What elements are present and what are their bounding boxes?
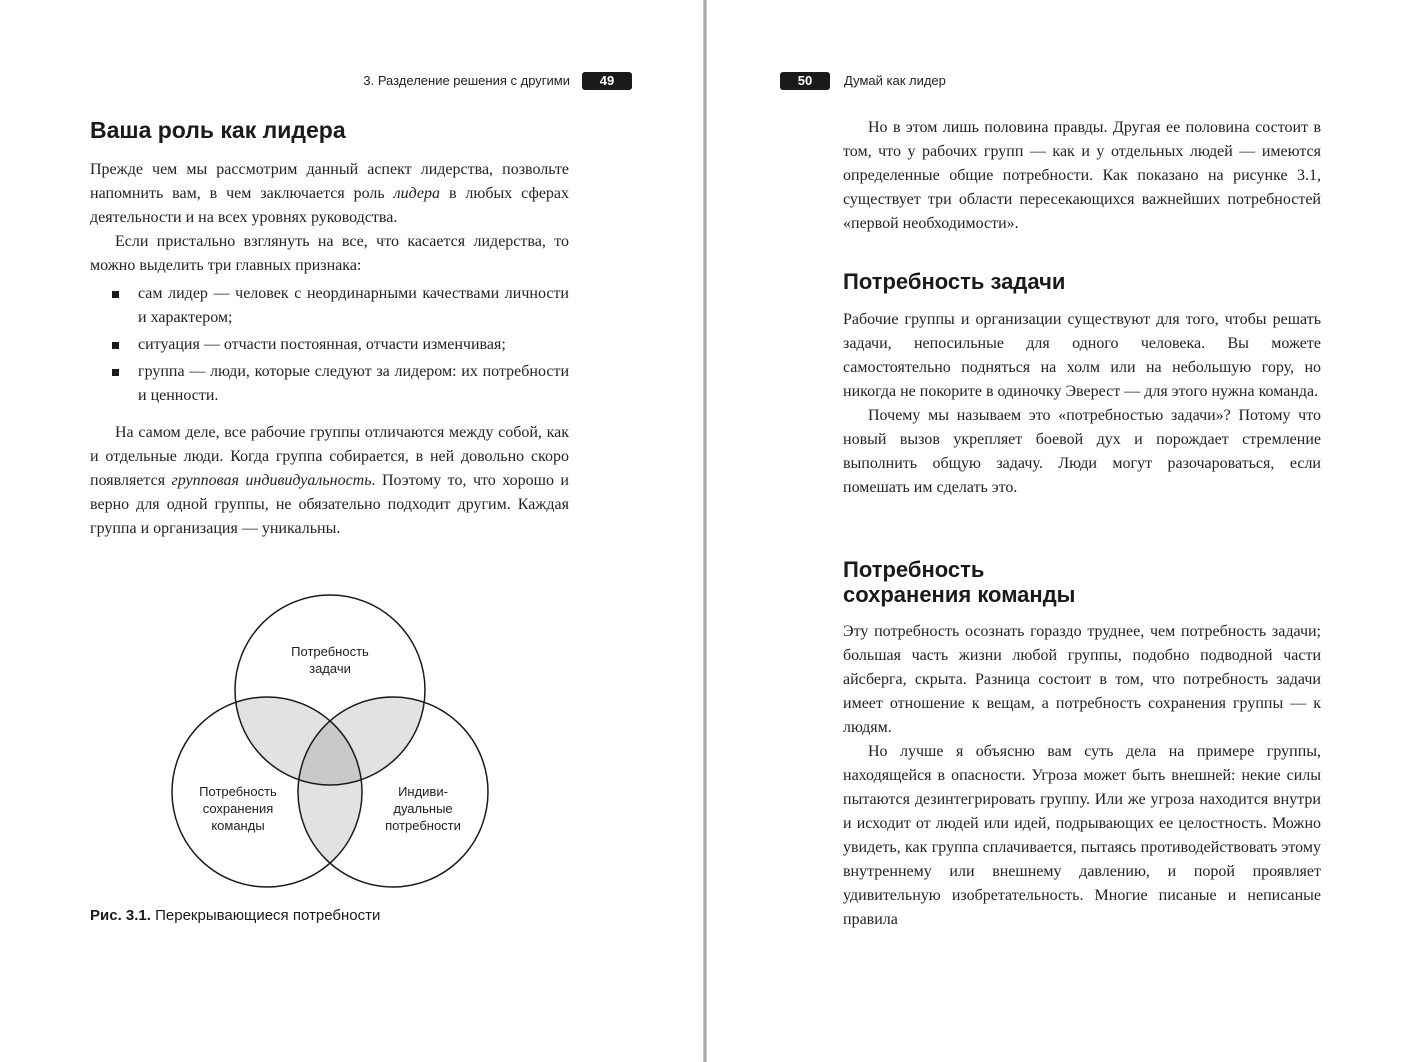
list-item: ситуация — отчасти постоянная, отчасти изменчивая; xyxy=(90,333,569,357)
figure-caption xyxy=(90,905,380,927)
team-need-section xyxy=(843,620,1321,932)
heading-team-line-2: сохранения команды xyxy=(843,582,1076,607)
page-number-left: 49 xyxy=(582,72,632,90)
running-head-right xyxy=(780,72,946,90)
team-paragraph-2: Но лучше я объясню вам суть дела на примере группы, находящейся в опасности. Угроза может быть внешней: некие силы пытаются дезинтегрировать группу. Или же угроза находится внутри и исходит от людей или идей, подрывающих ее целостность. Можно увидеть, как группа сплачивается, пытаясь противодействовать этому внутреннему или внешнему давлению, и порой проявляет удивительную изобретательность. Многие писаные и неписаные правила xyxy=(843,743,1321,928)
heading-task-need: Потребность задачи xyxy=(843,269,1066,294)
signs-paragraph: Если пристально взглянуть на все, что касается лидерства, то можно выделить три главных признака: xyxy=(90,233,569,274)
venn-diagram xyxy=(170,592,490,892)
label-task-1: Потребность xyxy=(291,644,369,659)
task-paragraph-2: Почему мы называем это «потребностью задачи»? Потому что новый вызов укрепляет боевой дух и порождает стремление выполнить общую задачу. Люди могут разочароваться, если помешать им сделать это. xyxy=(843,407,1321,496)
list-item: сам лидер — человек с неординарными качествами личности и характером; xyxy=(90,282,569,330)
caption-text: Перекрывающиеся потребности xyxy=(150,907,381,924)
group-text-b: . Поэтому то, что хорошо и верно для одной группы, не обязательно подходит другим. Каждая группа и организация — уникальны. xyxy=(90,472,569,537)
group-emphasis: групповая индивидуальность xyxy=(171,472,372,489)
task-need-section xyxy=(843,308,1321,500)
team-paragraph-1: Эту потребность осознать гораздо труднее, чем потребность задачи; большая часть жизни любой группы, подобно подводной части айсберга, скрыта. Разница состоит в том, что потребность задачи имеет отношение к вещам, а потребность сохранения группы — к людям. xyxy=(843,623,1321,736)
label-team-3: команды xyxy=(211,818,265,833)
chapter-title: 3. Разделение решения с другими xyxy=(363,73,570,88)
label-team-2: сохранения xyxy=(202,801,274,816)
caption-label: Рис. 3.1. xyxy=(90,907,151,924)
group-paragraph xyxy=(90,421,569,541)
continuation-text: Но в этом лишь половина правды. Другая ее половина состоит в том, что у рабочих групп — как и у отдельных людей — имеются определенные общие потребности. Как показано на рисунке 3.1, существует три области пересекающихся важнейших потребностей «первой необходимости». xyxy=(843,119,1321,232)
intro-emphasis: лидера xyxy=(393,185,441,202)
label-individual-1: Индиви- xyxy=(398,784,448,799)
intro-paragraph xyxy=(90,158,569,278)
label-individual-2: дуальные xyxy=(393,801,453,816)
signs-list xyxy=(90,282,569,411)
section-heading: Ваша роль как лидера xyxy=(90,117,346,143)
label-team-1: Потребность xyxy=(199,784,277,799)
heading-team-line-1: Потребность xyxy=(843,557,985,582)
label-individual-3: потребности xyxy=(385,818,461,833)
continuation-paragraph xyxy=(843,116,1321,236)
list-item: группа — люди, которые следуют за лидером: их потребности и ценности. xyxy=(90,360,569,408)
intro-line-3: в любых сферах деятельности и на всех уровнях руководства. xyxy=(90,185,570,226)
right-page xyxy=(708,0,1410,1062)
book-title: Думай как лидер xyxy=(844,73,946,88)
group-text-a: На самом деле, все рабочие группы отличаются между собой, как и отдельные люди. Когда группа собирается, в ней довольно скоро появляется xyxy=(90,424,569,489)
page-number-right: 50 xyxy=(780,72,830,90)
task-paragraph-1: Рабочие группы и организации существуют для того, чтобы решать задачи, непосильные для одного человека. Вы можете самостоятельно подняться на холм или на небольшую гору, но никогда не покорите в одиночку Эверест — для этого нужна команда. xyxy=(843,311,1321,400)
heading-team-need xyxy=(843,557,1075,607)
intro-line-2: позвольте напомнить вам, в чем заключается роль xyxy=(90,161,570,202)
running-head-left xyxy=(363,72,632,90)
label-task-2: задачи xyxy=(309,661,351,676)
intro-line-1: Прежде чем мы рассмотрим данный аспект лидерства, xyxy=(90,161,494,178)
